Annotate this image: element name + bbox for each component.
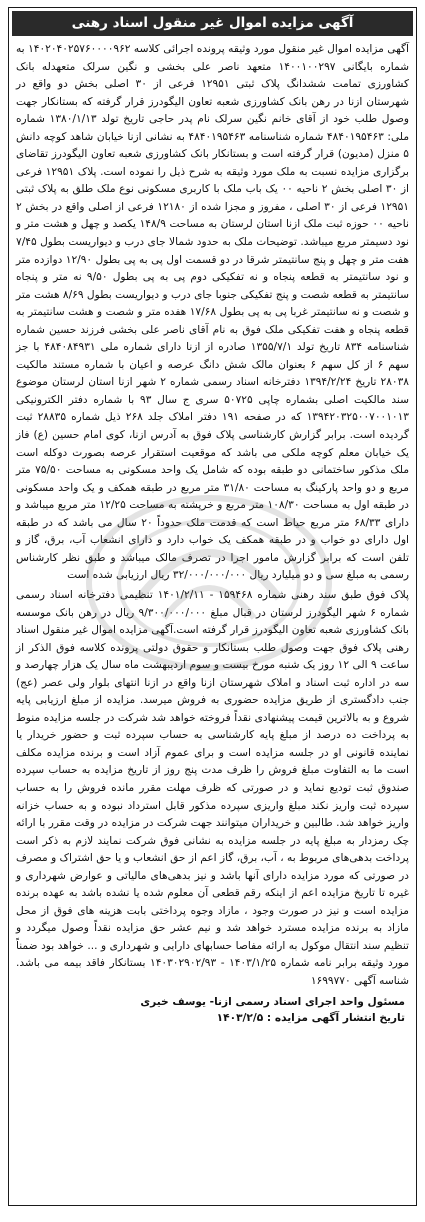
notice-title: آگهی مزایده اموال غیر منقول اسناد رهنی [12,11,413,36]
signature-line: مسئول واحد اجرای اسناد رسمی ازنا- یوسف خیری [140,995,405,1008]
notice-page [8,7,417,1206]
publication-date: تاریخ انتشار آگهی مزایده : ۱۴۰۳/۲/۵ [216,1011,405,1024]
notice-paragraph-1: آگهی مزایده اموال غیر منقول مورد وثیقه پرونده اجرائی کلاسه ۱۴۰۲۰۴۰۲۵۷۶۰۰۰۰۹۶۲ به شماره بایگانی ۱۴۰۰۱۰۰۲۹۷ متعهد ناصر علی بخشی و نگین سرلک متعهدله بانک کشاورزی تمامت ششدانگ پلاک ثبتی ۱۲۹۵۱ فرعی از ۳۰ اصلی بخش دو واقع در شهرستان ازنا در رهن بانک کشاورزی شعبه تعاون الیگودرز قرار گرفته که بستانکار جهت وصول طلب خود از آقای خانم نگین سرلک نام پدر حاجی تاریخ تولد ۱۳۸۰/۱/۱۳ شماره ملی: ۴۸۴۰۱۹۵۴۶۳ شماره شناسنامه ۴۸۴۰۱۹۵۴۶۳ به نشانی ازنا خیابان شاهد کوچه دانش ۵ منزل (مدیون) قرار گرفته است و بستانکار بانک کشاورزی شعبه تعاون الیگودرز تقاضای برگزاری مزایده نسبت به ملک مورد وثیقه به شرح ذیل را نموده است. پلاک ۱۲۹۵۱ فرعی از ۳۰ اصلی بخش ۲ ناحیه ۰۰ یک باب ملک با کاربری مسکونی نوع ملک طلق به پلاک ثبتی ۱۲۹۵۱ فرعی از ۳۰ اصلی ، مفروز و مجزا شده از ۱۲۱۸۰ فرعی از اصلی واقع در بخش ۲ ناحیه ۰۰ حوزه ثبت ملک ازنا استان لرستان به مساحت ۱۴۸/۹ یکصد و چهل و هشت متر و نود دسیمتر مربع میباشد. توضیحات ملک به حدود شمالا جای درب و دیواریست بطول ۷/۴۵ هفت متر و چهل و پنج سانتیمتر شرقا در دو قسمت اول پی به پی بطول ۱۲/۹۰ دوازده متر و نود سانتیمتر به قطعه پنجاه و نه تفکیکی دوم پی به پی بطول ۹/۵۰ نه متر و پنجاه سانتیمتر به قطعه شصت و پنج تفکیکی جنوبا جای درب و دیواریست بطول ۸/۶۹ هشت متر و شصت و نه سانتیمتر غربا پی به پی بطول ۱۷/۶۸ هفده متر و شصت و هشت سانتیمتر به قطعه پنجاه و هفت تفکیکی ملک فوق به نام آقای ناصر علی بخشی فرزند حسین شماره شناسنامه ۸۳۴ تاریخ تولد ۱۳۵۵/۷/۱ صادره از ازنا دارای شماره ملی ۴۸۴۰۸۴۹۳۱ با جز سهم ۶ از کل سهم ۶ بعنوان مالک شش دانگ عرصه و اعیان با شماره مستند مالکیت ۲۸۰۳۸ تاریخ ۱۳۹۴/۲/۲۴ دفترخانه اسناد رسمی شماره ۲ شهر ازنا استان لرستان موضوع سند مالکیت اصلی بشماره چاپی ۵۰۷۲۵ سری ج سال ۹۳ با شماره دفتر الکترونیکی ۱۳۹۴۲۰۳۲۵۰۰۷۰۰۱۰۱۳ که در صفحه ۱۹۱ دفتر املاک جلد ۲۶۸ ذیل شماره ۲۸۸۳۵ ثبت گردیده است. برابر گزارش کارشناسی پلاک فوق به آدرس ازنا، کوی امام حسین (ع) فاز یک خیابان معلم کوچه ملکی می باشد که موقعیت استقرار عرصه بصورت دوکله است ملک مذکور ساختمانی دو طبقه بوده که شامل یک واحد مسکونی به مساحت ۷۵/۵۰ متر مربع و دو واحد پارکینگ به مساحت ۳۱/۸۰ متر مربع در طبقه همکف و یک واحد مسکونی در طبقه اول به مساحت ۱۰۸/۳۰ متر مربع و خرپشته به مساحت ۱۲/۲۵ متر مربع میباشد و دارای ۶۸/۳۳ متر مربع حیاط است که قدمت ملک حدوداً ۲۰ سال می باشد که در طبقه اول دارای دو خواب و در طبقه همکف یک خواب دارد و دارای انشعاب آب، برق، گاز و تلفن است که برابر گزارش مامور اجرا در تصرف مالک میباشد و طبق نظر کارشناس رسمی به مبلغ سی و دو میلیارد ریال ۳۲/۰۰۰/۰۰۰/۰۰۰ ریال ارزیابی شده است [16,43,410,582]
notice-paragraph-2: پلاک فوق طبق سند رهنی شماره ۱۵۹۴۶۸ - ۱۴۰۱/۲/۱۱ تنظیمی دفترخانه اسناد رسمی شماره ۶ شهر الیگودرز لرستان در قبال مبلغ ۹/۳۰۰/۰۰۰/۰۰۰ ریال در رهن بانک موسسه بانک کشاورزی شعبه تعاون الیگودرز قرار گرفته است.آگهی مزایده اموال غیر منقول اسناد رهنی پلاک فوق جهت وصول طلب بستانکار و حقوق دولتی پرونده کلاسه فوق الذکر از ساعت ۹ الی ۱۲ روز یک شنبه مورخ بیست و سوم اردیبهشت ماه سال یک هزار چهارصد و سه در اداره ثبت اسناد و املاک شهرستان ازنا واقع در ازنا انتهای بلوار ولی عصر (عج) جنب دادگستری از طریق مزایده حضوری به فروش میرسد. مزایده از مبلغ ارزیابی پایه شروع و به بالاترین قیمت پیشنهادی نقداً فروخته خواهد شد شرکت در جلسه مزایده منوط به پرداخت ده درصد از مبلغ پایه کارشناسی به حساب سپرده ثبت و حضور خریدار یا نماینده قانونی او در جلسه مزایده است و برای عموم آزاد است و برنده مزایده مکلف است ما به التفاوت مبلغ فروش را ظرف مدت پنج روز از تاریخ مزایده به حساب سپرده صندوق ثبت تودیع نماید و در صورتی که ظرف مهلت مقرر مانده فروش را به حساب سپرده ثبت واریز نکند مبلغ واریزی سپرده مذکور قابل استرداد نبوده و به حساب خزانه واریز خواهد شد. طالبین و خریداران میتوانند جهت شرکت در مزایده در وقت مقرر با ارائه چک رمزدار به مبلغ پایه در جلسه مزایده به نشانی فوق شرکت نمایند لازم به ذکر است پرداخت بدهی‌های مربوط به ، آب، برق، گاز اعم از حق انشعاب و یا حق اشتراک و مصرف در صورتی که مورد مزایده دارای آنها باشد و نیز بدهی‌های مالیاتی و عوارض شهرداری و غیره تا تاریخ مزایده اعم از اینکه رقم قطعی آن معلوم شده یا نشده باشد به عهده برنده مزایده است و نیز در صورت وجود ، مازاد وجوه پرداختی بابت هزینه های فوق از محل مازاد به برنده مزایده مسترد خواهد شد و نیم عشر حق مزایده نقداً وصول میگردد و تنظیم سند انتقال موکول به ارائه مفاصا حسابهای دارایی و شهرداری و ... خواهد بود ضمناً مورد وثیقه برابر نامه شماره ۱۴۰۳/۱/۲۵ - ۱۴۰۳۰۲۹۰۲/۹۳ بستانکار فاقد بیمه می باشد. شناسه آگهی ۱۶۹۹۷۷۰ [16,588,410,987]
